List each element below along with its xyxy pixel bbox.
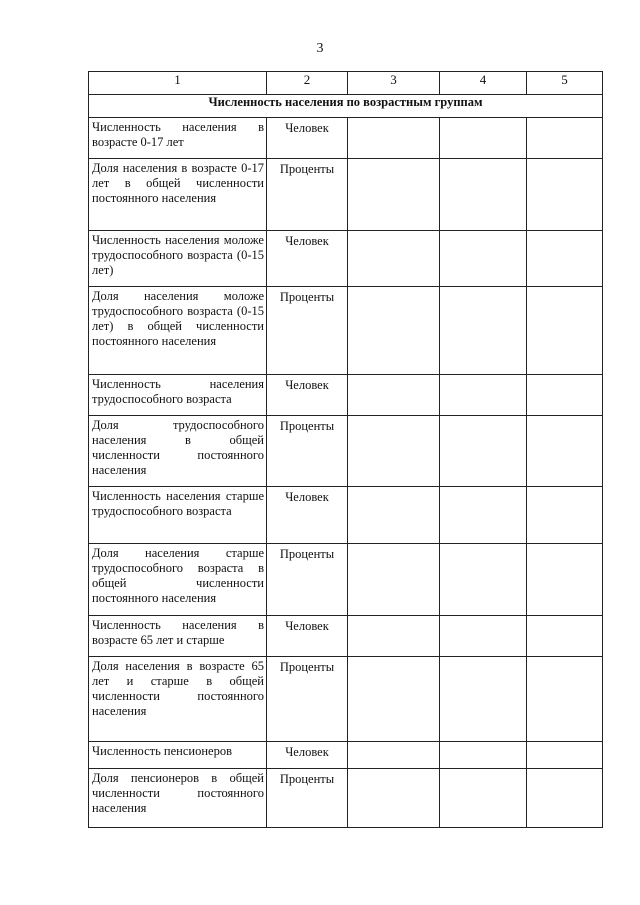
header-col-4: 4 bbox=[440, 72, 527, 95]
header-col-1: 1 bbox=[89, 72, 267, 95]
row-label: Численность пенсионеров bbox=[89, 742, 267, 769]
row-unit: Человек bbox=[267, 231, 348, 287]
row-label: Доля трудоспособного населения в общей численности постоянного населения bbox=[89, 416, 267, 487]
table-row bbox=[89, 742, 603, 769]
value-cell bbox=[440, 375, 527, 416]
value-cell bbox=[527, 544, 603, 616]
value-cell bbox=[348, 657, 440, 742]
table-row bbox=[89, 375, 603, 416]
row-unit: Человек bbox=[267, 375, 348, 416]
row-unit: Проценты bbox=[267, 287, 348, 375]
header-col-5: 5 bbox=[527, 72, 603, 95]
row-unit: Человек bbox=[267, 487, 348, 544]
table-row bbox=[89, 769, 603, 828]
row-label: Доля пенсионеров в общей численности постоянного населения bbox=[89, 769, 267, 828]
value-cell bbox=[527, 769, 603, 828]
value-cell bbox=[440, 544, 527, 616]
value-cell bbox=[440, 742, 527, 769]
header-col-3: 3 bbox=[348, 72, 440, 95]
value-cell bbox=[527, 616, 603, 657]
value-cell bbox=[440, 769, 527, 828]
row-label: Доля населения в возрасте 65 лет и старше в общей численности постоянного населения bbox=[89, 657, 267, 742]
header-col-2: 2 bbox=[267, 72, 348, 95]
value-cell bbox=[348, 287, 440, 375]
value-cell bbox=[440, 416, 527, 487]
table-row bbox=[89, 616, 603, 657]
row-unit: Проценты bbox=[267, 416, 348, 487]
row-label: Доля населения старше трудоспособного возраста в общей численности постоянного населения bbox=[89, 544, 267, 616]
value-cell bbox=[348, 544, 440, 616]
row-label: Численность населения трудоспособного возраста bbox=[89, 375, 267, 416]
row-unit: Проценты bbox=[267, 769, 348, 828]
value-cell bbox=[440, 231, 527, 287]
value-cell bbox=[348, 487, 440, 544]
value-cell bbox=[527, 487, 603, 544]
value-cell bbox=[527, 287, 603, 375]
row-label: Численность населения моложе трудоспособного возраста (0-15 лет) bbox=[89, 231, 267, 287]
value-cell bbox=[527, 416, 603, 487]
value-cell bbox=[348, 159, 440, 231]
value-cell bbox=[348, 416, 440, 487]
row-label: Доля населения в возрасте 0-17 лет в общей численности постоянного населения bbox=[89, 159, 267, 231]
value-cell bbox=[440, 287, 527, 375]
table-row bbox=[89, 118, 603, 159]
row-unit: Человек bbox=[267, 742, 348, 769]
row-unit: Проценты bbox=[267, 544, 348, 616]
value-cell bbox=[348, 118, 440, 159]
table-row bbox=[89, 159, 603, 231]
table-row bbox=[89, 657, 603, 742]
data-table bbox=[88, 71, 603, 828]
value-cell bbox=[440, 616, 527, 657]
value-cell bbox=[440, 159, 527, 231]
table-row bbox=[89, 416, 603, 487]
value-cell bbox=[527, 375, 603, 416]
section-title: Численность населения по возрастным группам bbox=[89, 95, 603, 118]
value-cell bbox=[527, 657, 603, 742]
value-cell bbox=[527, 159, 603, 231]
table-row bbox=[89, 287, 603, 375]
row-unit: Проценты bbox=[267, 159, 348, 231]
row-unit: Человек bbox=[267, 616, 348, 657]
header-row bbox=[89, 72, 603, 95]
value-cell bbox=[440, 118, 527, 159]
row-unit: Человек bbox=[267, 118, 348, 159]
value-cell bbox=[527, 118, 603, 159]
row-label: Численность населения старше трудоспособного возраста bbox=[89, 487, 267, 544]
value-cell bbox=[348, 742, 440, 769]
value-cell bbox=[348, 231, 440, 287]
row-label: Численность населения в возрасте 65 лет и старше bbox=[89, 616, 267, 657]
value-cell bbox=[527, 231, 603, 287]
value-cell bbox=[440, 657, 527, 742]
page-number: 3 bbox=[316, 41, 324, 56]
table-row bbox=[89, 231, 603, 287]
row-label: Численность населения в возрасте 0-17 лет bbox=[89, 118, 267, 159]
table-row bbox=[89, 487, 603, 544]
section-row bbox=[89, 95, 603, 118]
value-cell bbox=[440, 487, 527, 544]
value-cell bbox=[348, 616, 440, 657]
table-row bbox=[89, 544, 603, 616]
value-cell bbox=[348, 769, 440, 828]
value-cell bbox=[348, 375, 440, 416]
value-cell bbox=[527, 742, 603, 769]
row-label: Доля населения моложе трудоспособного возраста (0-15 лет) в общей численности постоянного населения bbox=[89, 287, 267, 375]
row-unit: Проценты bbox=[267, 657, 348, 742]
